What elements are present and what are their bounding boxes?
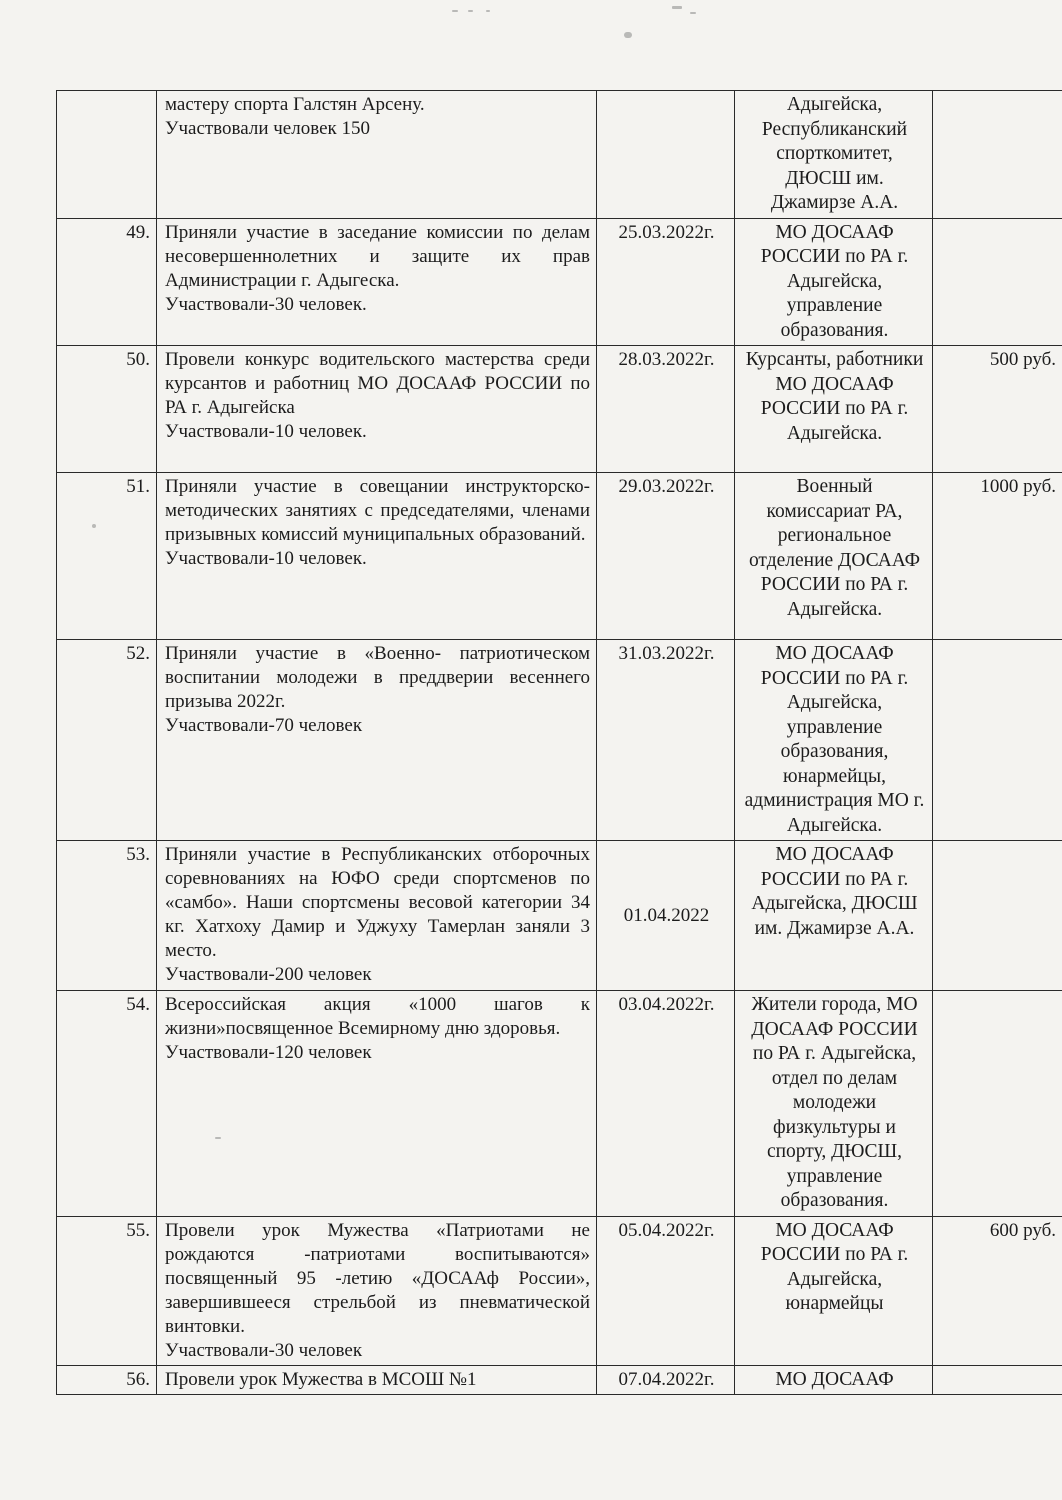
event-description — [157, 841, 597, 991]
row-number: 51. — [57, 473, 157, 640]
expense — [933, 218, 1062, 346]
event-description — [157, 91, 597, 219]
event-text: Провели конкурс водительского мастерства среди курсантов и работниц МО ДОСААФ РОССИИ по РА г. Адыгейска — [165, 349, 590, 418]
event-description — [157, 1365, 597, 1395]
participants-count: Участвовали-10 человек. — [165, 548, 367, 569]
organizers: Жители города, МО ДОСААФ РОССИИ по РА г. Адыгейска, отдел по делам молодежи физкультуры и спорту, ДЮСШ, управление образования. — [735, 991, 933, 1217]
participants-count: Участвовали-200 человек — [165, 964, 372, 985]
event-description — [157, 346, 597, 473]
expense: 1000 руб. — [933, 473, 1062, 640]
row-number: 53. — [57, 841, 157, 991]
event-date: 07.04.2022г. — [597, 1365, 735, 1395]
event-description — [157, 218, 597, 346]
table-row — [57, 473, 1062, 640]
table-row — [57, 991, 1062, 1217]
event-text: Приняли участие в совещании инструкторско-методических занятиях с председателями, членами призывных комиссий муниципальных образований. — [165, 476, 590, 545]
event-description — [157, 640, 597, 841]
event-text: мастеру спорта Галстян Арсену. — [165, 94, 425, 115]
table-row — [57, 218, 1062, 346]
event-date: 29.03.2022г. — [597, 473, 735, 640]
event-description — [157, 473, 597, 640]
row-number: 49. — [57, 218, 157, 346]
organizers: Адыгейска, Республиканский спорткомитет, ДЮСШ им. Джамирзе А.А. — [735, 91, 933, 219]
event-date: 03.04.2022г. — [597, 991, 735, 1217]
expense — [933, 91, 1062, 219]
table-row — [57, 841, 1062, 991]
event-date: 28.03.2022г. — [597, 346, 735, 473]
expense: 500 руб. — [933, 346, 1062, 473]
event-text: Приняли участие в заседание комиссии по делам несовершеннолетних и защите их прав Администрации г. Адыгеска. — [165, 221, 590, 291]
participants-count: Участвовали-30 человек — [165, 1339, 363, 1361]
participants-count: Участвовали человек 150 — [165, 118, 370, 139]
participants-count: Участвовали-120 человек — [165, 1042, 372, 1063]
row-number: 52. — [57, 640, 157, 841]
event-text: Провели урок Мужества в МСОШ №1 — [165, 1368, 477, 1390]
event-date: 01.04.2022 — [597, 841, 735, 991]
event-date: 25.03.2022г. — [597, 218, 735, 346]
row-number: 55. — [57, 1216, 157, 1365]
table-row — [57, 91, 1062, 219]
row-number: 54. — [57, 991, 157, 1217]
expense — [933, 640, 1062, 841]
table-row — [57, 1216, 1062, 1365]
organizers: МО ДОСААФ РОССИИ по РА г. Адыгейска, юнармейцы — [735, 1216, 933, 1365]
expense — [933, 1365, 1062, 1395]
event-text: Приняли участие в Республиканских отборочных соревнованиях на ЮФО среди спортсменов по «самбо». Наши спортсмены весовой категории 34 кг. Хатхоху Дамир и Уджуху Тамерлан заняли 3 место. — [165, 844, 590, 961]
row-number — [57, 91, 157, 219]
table-row — [57, 640, 1062, 841]
event-date: 05.04.2022г. — [597, 1216, 735, 1365]
organizers: Военный комиссариат РА, региональное отделение ДОСААФ РОССИИ по РА г. Адыгейска. — [735, 473, 933, 640]
event-description — [157, 991, 597, 1217]
participants-count: Участвовали-10 человек. — [165, 421, 367, 442]
event-text: Всероссийская акция «1000 шагов к жизни»посвященное Всемирному дню здоровья. — [165, 994, 590, 1039]
organizers: МО ДОСААФ — [735, 1365, 933, 1395]
expense: 600 руб. — [933, 1216, 1062, 1365]
row-number: 50. — [57, 346, 157, 473]
event-text: Провели урок Мужества «Патриотами не рождаются -патриотами воспитываются» посвященный 95 -летию «ДОСААф России», завершившееся стрельбой из пневматической винтовки. — [165, 1219, 590, 1337]
participants-count: Участвовали-70 человек — [165, 715, 363, 736]
table-row — [57, 1365, 1062, 1395]
participants-count: Участвовали-30 человек. — [165, 293, 367, 315]
event-date: 31.03.2022г. — [597, 640, 735, 841]
table-row — [57, 346, 1062, 473]
expense — [933, 991, 1062, 1217]
event-date — [597, 91, 735, 219]
organizers: МО ДОСААФ РОССИИ по РА г. Адыгейска, управление образования. — [735, 218, 933, 346]
row-number: 56. — [57, 1365, 157, 1395]
event-description — [157, 1216, 597, 1365]
event-text: Приняли участие в «Военно- патриотическом воспитании молодежи в преддверии весеннего призыва 2022г. — [165, 643, 590, 712]
organizers: Курсанты, работники МО ДОСААФ РОССИИ по РА г. Адыгейска. — [735, 346, 933, 473]
organizers: МО ДОСААФ РОССИИ по РА г. Адыгейска, ДЮСШ им. Джамирзе А.А. — [735, 841, 933, 991]
organizers: МО ДОСААФ РОССИИ по РА г. Адыгейска, управление образования, юнармейцы, администрация МО г. Адыгейска. — [735, 640, 933, 841]
activity-report-table-main — [56, 90, 1062, 1395]
expense — [933, 841, 1062, 991]
